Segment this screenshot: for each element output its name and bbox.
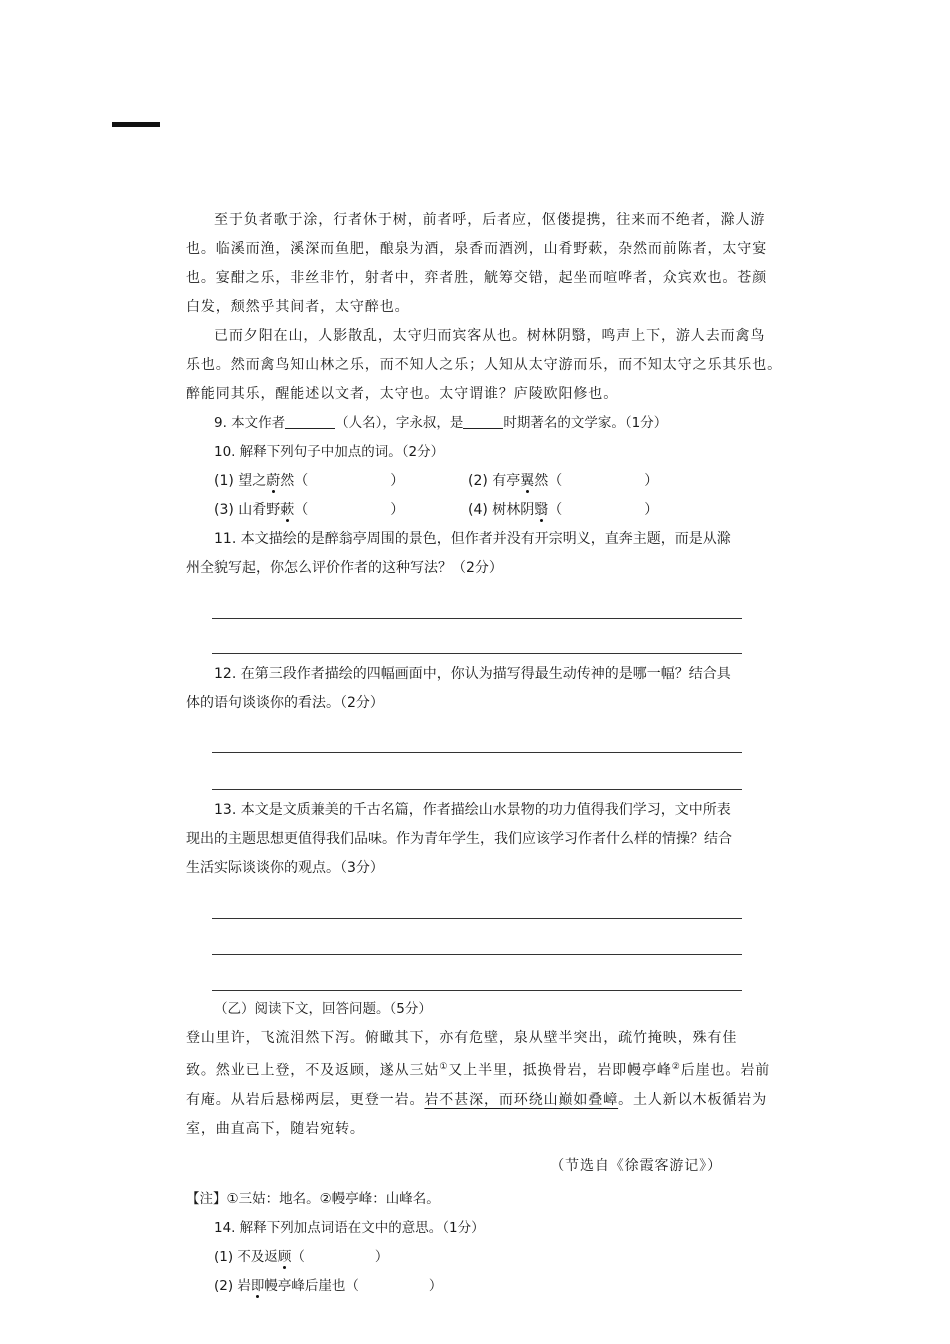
q9-text-a: 9. 本文作者	[214, 415, 286, 431]
source-citation: （节选自《徐霞客游记》）	[550, 1157, 722, 1174]
text-line: 醉能同其乐，醒能述以文者，太守也。太守谓谁？庐陵欧阳修也。	[186, 386, 619, 402]
corner-mark	[112, 122, 160, 127]
question-text: 体的语句谈谈你的看法。（2分）	[186, 695, 384, 711]
question-10-row-1	[186, 467, 742, 496]
text-line: 至于负者歌于涂，行者休于树，前者呼，后者应，伛偻提携，往来而不绝者，滁人游	[214, 212, 766, 228]
text-line: 也。宴酣之乐，非丝非竹，射者中，弈者胜，觥筹交错，起坐而喧哗者，众宾欢也。苍颜	[186, 270, 768, 286]
text-line: 乐也。然而禽鸟知山林之乐，而不知人之乐；人知从太守游而乐，而不知太守之乐其乐也。	[186, 357, 782, 373]
q10-item-4: (4) 树林阴翳（ ）	[468, 502, 659, 518]
question-9	[186, 409, 742, 438]
passage-a-para3	[186, 206, 768, 322]
q9-text-c: 时期著名的文学家。（1分）	[503, 415, 668, 431]
question-text: 13. 本文是文质兼美的千古名篇，作者描绘山水景物的功力值得我们学习，文中所表	[214, 802, 731, 818]
question-text: 生活实际谈谈你的观点。（3分）	[186, 860, 384, 876]
author-name-blank[interactable]	[285, 414, 335, 429]
exam-page	[186, 206, 782, 1301]
text-line: 也。临溪而渔，溪深而鱼肥，酿泉为酒，泉香而酒洌，山肴野蔌，杂然而前陈者，太守宴	[186, 241, 768, 257]
dynasty-blank[interactable]	[463, 414, 503, 429]
footnote-marker: ①	[439, 1062, 449, 1072]
text-line: 有庵。从岩后悬梯两层，更登一岩。岩不甚深，而环绕山巅如叠嶂。土人新以木板循岩为	[186, 1091, 768, 1108]
question-text: 12. 在第三段作者描绘的四幅画面中，你认为描写得最生动传神的是哪一幅？结合具	[214, 666, 731, 682]
question-text: 11. 本文描绘的是醉翁亭周围的景色，但作者并没有开宗明义，直奔主题，而是从滁	[214, 531, 731, 547]
text-line: 登山里许，飞流泪然下泻。俯瞰其下，亦有危壁，泉从壁半突出，疏竹掩映，殊有佳	[186, 1030, 738, 1046]
emphasis-dot-char: 蔚	[266, 473, 281, 489]
emphasis-dot-char: 翳	[534, 502, 549, 518]
emphasis-dot-char: 蔌	[280, 502, 295, 518]
question-13	[186, 796, 742, 883]
footnote-marker: ②	[671, 1062, 681, 1072]
question-10-prompt: 10. 解释下列句子中加点的词。（2分）	[214, 444, 445, 460]
text-line: 室，曲直高下，随岩宛转。	[186, 1120, 365, 1137]
question-text: 州全貌写起，你怎么评价作者的这种写法？（2分）	[186, 560, 503, 576]
emphasis-dot-char: 即	[250, 1277, 265, 1294]
passage-b	[186, 1024, 771, 1181]
footnote: 【注】①三姑：地名。②幔亭峰：山峰名。	[186, 1190, 440, 1207]
question-14-prompt: 14. 解释下列加点词语在文中的意思。（1分）	[214, 1219, 485, 1236]
passage-b-heading: （乙）阅读下文，回答问题。（5分）	[214, 1001, 432, 1017]
text-line: 致。然业已上登，不及返顾，遂从三姑①又上半里，抵换骨岩，岩即幔亭峰②后崖也。岩前	[186, 1062, 771, 1079]
passage-a-para4	[186, 322, 782, 409]
q9-text-b: （人名），字永叔，是	[335, 415, 464, 431]
q10-item-1: (1) 望之蔚然（ ）	[214, 473, 405, 489]
question-11	[186, 525, 742, 583]
q14-item-1: (1) 不及返顾（ ）	[214, 1248, 389, 1265]
question-10-row-2	[186, 496, 742, 525]
question-text: 现出的主题思想更值得我们品味。作为青年学生，我们应该学习作者什么样的情操？结合	[186, 831, 732, 847]
q10-item-3: (3) 山肴野蔌（ ）	[214, 502, 405, 518]
q14-item-2: (2) 岩即幔亭峰后崖也（ ）	[214, 1277, 443, 1294]
q10-item-2: (2) 有亭翼然（ ）	[468, 473, 659, 489]
underlined-sentence: 岩不甚深，而环绕山巅如叠嶂	[424, 1091, 619, 1108]
emphasis-dot-char: 翼	[520, 473, 535, 489]
question-12	[186, 660, 742, 718]
text-line: 白发，颓然乎其间者，太守醉也。	[186, 299, 410, 315]
text-line: 已而夕阳在山，人影散乱，太守归而宾客从也。树林阴翳，鸣声上下，游人去而禽鸟	[214, 328, 766, 344]
emphasis-dot-char: 顾	[277, 1248, 292, 1265]
